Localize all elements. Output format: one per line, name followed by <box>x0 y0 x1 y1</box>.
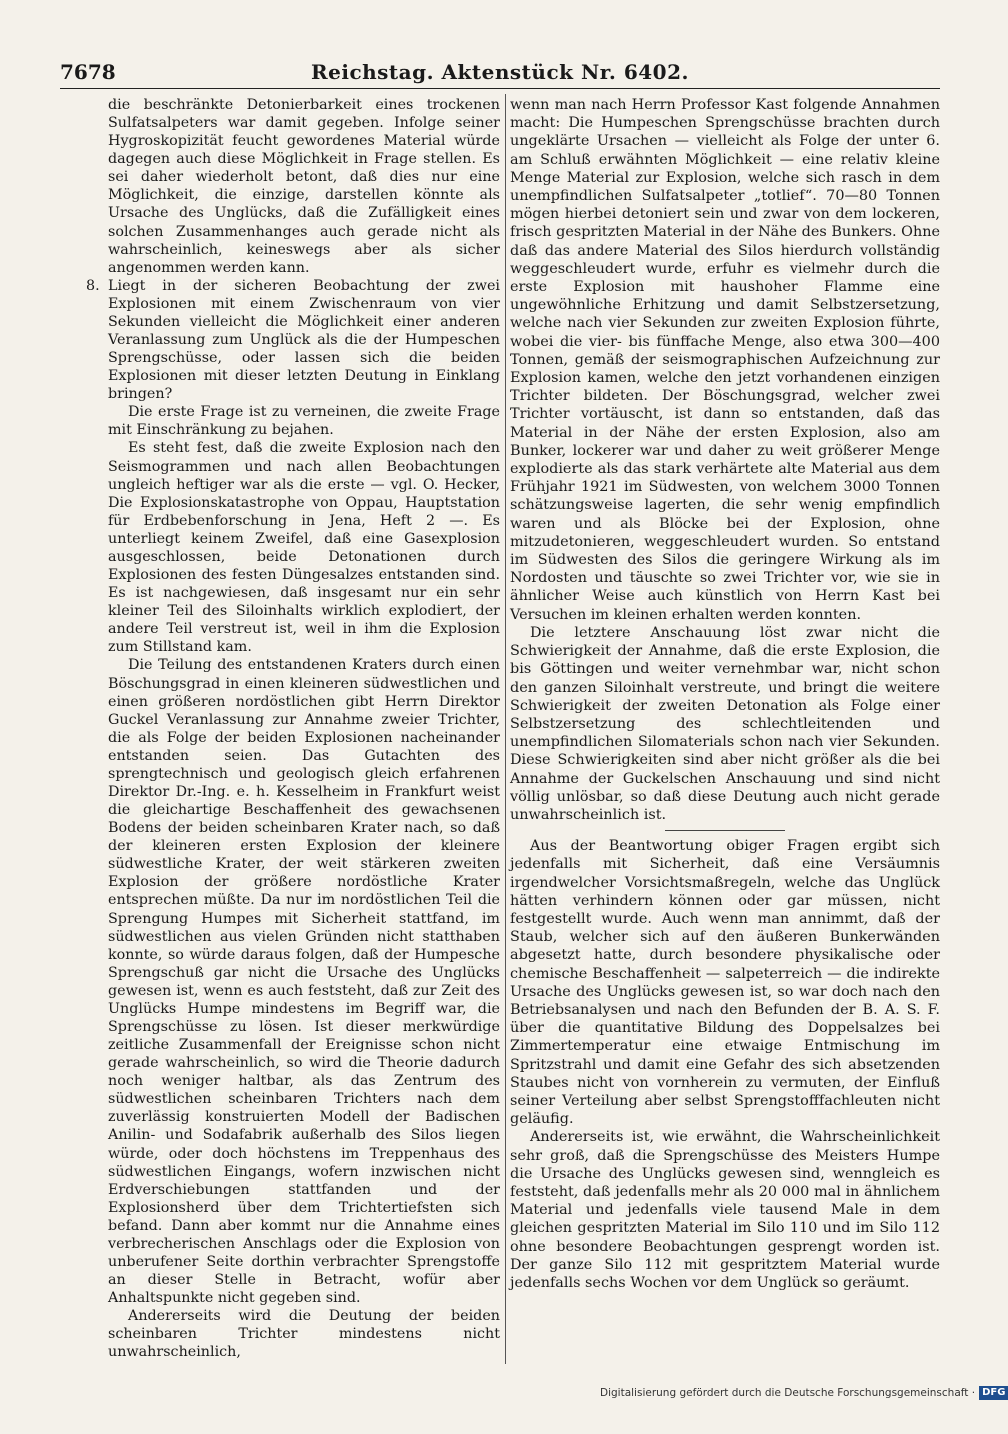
paragraph: Die erste Frage ist zu verneinen, die zweite Frage mit Einschränkung zu bejahen. <box>108 404 500 439</box>
question-text: Liegt in der sicheren Beobachtung der zwei Explosionen mit einem Zwischenraum von vier Sekunden vielleicht die Möglichkeit einer anderen Veranlassung zum Unglück als die der Humpeschen Sprengschüsse, oder lassen sich die beiden Explosionen mit dieser letzten Deutung in Einklang bringen? <box>108 277 500 403</box>
paragraph: Andererseits ist, wie erwähnt, die Wahrscheinlichkeit sehr groß, daß die Sprengschüsse des Meisters Humpe die Ursache des Unglücks gewesen sind, wenngleich es feststeht, daß jedenfalls mehr als 20 000 mal in ähnlichem Material und jedenfalls viele tausend Male in dem gleichen gespritzten Material im Silo 110 und im Silo 112 ohne besondere Beobachtungen gesprengt worden ist. Der ganze Silo 112 mit gespritztem Material wurde jedenfalls sechs Wochen vor dem Unglück so geräumt. <box>510 1129 940 1291</box>
question-item-8 <box>60 277 500 404</box>
header-rule <box>60 88 940 89</box>
credit-text: Digitalisierung gefördert durch die Deutsche Forschungsgemeinschaft · <box>600 1387 976 1399</box>
paragraph: Die Teilung des entstandenen Kraters durch einen Böschungsgrad in einen kleineren südwestlichen und einen größeren nordöstlichen gibt Herrn Direktor Guckel Veranlassung zur Annahme zweier Trichter, die als Folge der beiden Explosionen nacheinander entstanden seien. Das Gutachten des sprengtechnisch und geologisch gleich erfahrenen Direktor Dr.-Ing. e. h. Kesselheim in Frankfurt weist die gleichartige Beschaffenheit des gewachsenen Bodens der beiden scheinbaren Krater nach, so daß der kleineren ersten Explosion der kleinere südwestliche Krater, der weit stärkeren zweiten Explosion der größere nordöstliche Krater entsprechen müßte. Da nur im nordöstlichen Teil die Sprengung Humpes mit Sicherheit stattfand, im südwestlichen aus vielen Gründen nicht statthaben konnte, so würde daraus folgen, daß der Humpesche Sprengschuß gar nicht die Ursache des Unglücks gewesen ist, wenn es auch feststeht, daß zur Zeit des Unglücks Humpe mindestens im Begriff war, die Sprengschüsse zu lösen. Ist dieser merkwürdige zeitliche Zusammenfall der Ereignisse schon nicht gerade wahrscheinlich, so wird die Theorie dadurch noch weniger haltbar, als das Zentrum des südwestlichen scheinbaren Trichters nach dem zuverlässig konstruierten Modell der Badischen Anilin- und Sodafabrik außerhalb des Silos liegen würde, oder doch höchstens im Treppenhaus des südwestlichen Eingangs, wofern inzwischen nicht Erdverschiebungen stattfanden und der Explosionsherd über dem Trichtertiefsten sich befand. Dann aber kommt nur die Annahme eines verbrecherischen Anschlags oder die Explosion von unberufener Seite dorthin verbrachter Sprengstoffe an dieser Stelle in Betracht, wofür aber Anhaltspunkte nicht gegeben sind. <box>108 657 500 1307</box>
digitization-credit <box>600 1386 1006 1404</box>
paragraph: Es steht fest, daß die zweite Explosion nach den Seismogrammen und nach allen Beobachtungen ungleich heftiger war als die erste — vgl. O. Hecker, Die Explosionskatastrophe von Oppau, Hauptstation für Erdbebenforschung in Jena, Heft 2 —. Es unterliegt keinem Zweifel, daß eine Gasexplosion ausgeschlossen, beide Detonationen durch Explosionen des festen Düngesalzes entstanden sind. Es ist nachgewiesen, daß insgesamt nur ein sehr kleiner Teil des Siloinhalts wirklich explodiert, der andere Teil verstreut ist, weil in ihm die Explosion zum Stillstand kam. <box>108 440 500 656</box>
paragraph: Aus der Beantwortung obiger Fragen ergibt sich jedenfalls mit Sicherheit, daß eine Versäumnis irgendwelcher Vorsichtsmaßregeln, welche das Unglück hätten verhindern können oder gar müssen, nicht festgestellt wurde. Auch wenn man annimmt, daß der Staub, welcher sich auf den äußeren Bunkerwänden abgesetzt hatte, durch besondere physikalische oder chemische Beschaffenheit — salpeterreich — die indirekte Ursache des Unglücks gewesen ist, so war doch nach den Betriebsanalysen und nach den Befunden der B. A. S. F. über die quantitative Bildung des Doppelsalzes bei Zimmertemperatur eine etwaige Entmischung im Spritzstrahl und damit eine Gefahr des sich absetzenden Staubes nicht von vornherein zu vermuten, der Einfluß seiner Verteilung aber selbst Sprengstofffachleuten nicht geläufig. <box>510 838 940 1128</box>
running-title: Reichstag. Aktenstück Nr. 6402. <box>311 60 689 84</box>
section-divider <box>665 830 785 831</box>
item-number: 8. <box>86 277 100 294</box>
paragraph: die beschränkte Detonierbarkeit eines trockenen Sulfatsalpeters war damit gegeben. Infolge seiner Hygroskopizität feucht gewordenes Material würde dagegen auch diese Möglichkeit in Frage stellen. Es sei daher wiederholt betont, daß dies nur eine Möglichkeit, die einzige, darstellen könnte als Ursache des Unglücks, daß die Zufälligkeit eines solchen Zusammenhanges auch gerade nicht als wahrscheinlich, keineswegs aber als sicher angenommen werden kann. <box>108 97 500 276</box>
paragraph: Andererseits wird die Deutung der beiden scheinbaren Trichter mindestens nicht unwahrscheinlich, <box>108 1308 500 1361</box>
paragraph: Die letztere Anschauung löst zwar nicht die Schwierigkeit der Annahme, daß die erste Explosion, die bis Göttingen und weiter vernehmbar war, nicht schon den ganzen Siloinhalt verstreute, und bringt die weitere Schwierigkeit der zweiten Detonation als Folge einer Selbstzersetzung des schlechtleitenden und unempfindlichen Silomaterials schon nach vier Sekunden. Diese Schwierigkeiten sind aber nicht größer als die bei Annahme der Guckelschen Anschauung und sind nicht völlig unlösbar, so daß diese Deutung auch nicht gerade unwahrscheinlich ist. <box>510 624 940 823</box>
right-column <box>510 96 940 1364</box>
left-column <box>60 96 500 1364</box>
column-divider <box>505 94 506 1364</box>
paragraph: wenn man nach Herrn Professor Kast folgende Annahmen macht: Die Humpeschen Sprengschüsse brachten durch ungeklärte Ursachen — vielleicht als Folge der unter 6. am Schluß erwähnten Möglichkeit — eine relativ kleine Menge Material zur Explosion, welche sich rasch in dem unempfindlichen Sulfatsalpeter „totlief“. 70—80 Tonnen mögen hierbei detoniert sein und zwar von dem lockeren, frisch gespritzten Material in der Nähe des Bunkers. Ohne daß das andere Material des Silos hierdurch vollständig weggeschleudert wurde, erfuhr es vielmehr durch die erste Explosion mit haushoher Flamme eine ungewöhnliche Erhitzung und damit Selbstzersetzung, welche nach vier Sekunden zur zweiten Explosion führte, wobei die vier- bis fünffache Menge, also etwa 300—400 Tonnen, gemäß der seismographischen Aufzeichnung zur Explosion kamen, welche den jetzt vorhandenen einzigen Trichter bildeten. Der Böschungsgrad, welcher zwei Trichter vortäuscht, ist dann so entstanden, daß das Material in der Nähe der ersten Explosion, also am Bunker, lockerer war und daher zu weit größerer Menge explodierte als das stark verhärtete alte Material aus dem Frühjahr 1921 im Südwesten, von welchem 3000 Tonnen schätzungsweise lagerten, die sehr wenig empfindlich waren und als Blöcke bei der Explosion, ohne mitzudetonieren, weggeschleudert wurden. So entstand im Südwesten des Silos die geringere Wirkung als im Nordosten und täuschte so zwei Trichter vor, wie sie in ähnlicher Weise auch künstlich von Herrn Kast bei Versuchen im kleinen erhalten werden konnten. <box>510 97 940 623</box>
dfg-logo: DFG <box>979 1386 1008 1400</box>
page-number: 7678 <box>60 60 116 84</box>
page-header <box>60 58 940 90</box>
